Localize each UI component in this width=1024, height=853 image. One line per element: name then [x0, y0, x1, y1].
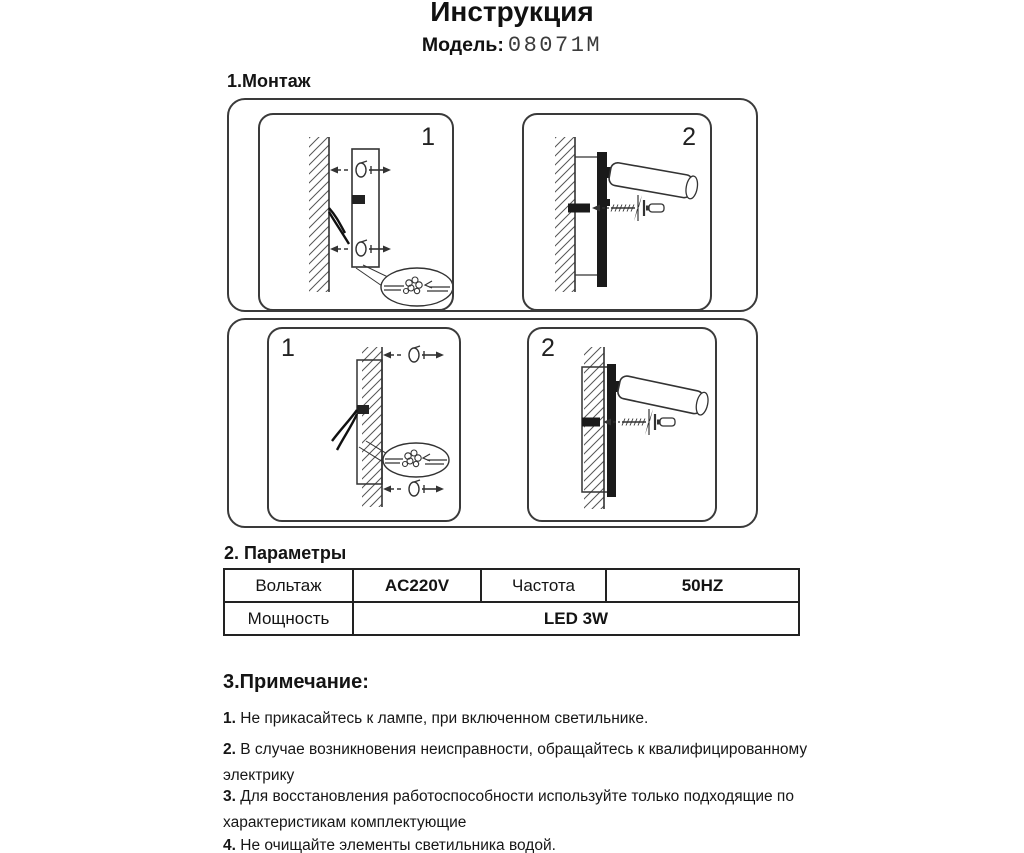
model-row — [0, 33, 1024, 58]
fig1-step2-panel — [522, 113, 712, 311]
notes-heading: 3.Примечание: — [223, 671, 369, 693]
note-item-4 — [223, 833, 815, 853]
frequency-label-cell: Частота — [481, 569, 606, 602]
step-number: 2 — [541, 334, 555, 362]
recessed-lamp-anchor-diagram — [529, 329, 715, 520]
fig1-step1-panel — [258, 113, 454, 311]
montage-figure-1 — [227, 98, 758, 312]
montage-figure-2 — [227, 318, 758, 528]
step-number: 2 — [682, 123, 696, 151]
step-number: 1 — [421, 123, 435, 151]
voltage-value-cell: AC220V — [353, 569, 481, 602]
table-row — [224, 602, 799, 635]
parameters-heading: 2. Параметры — [224, 543, 347, 563]
table-row — [224, 569, 799, 602]
page-title: Инструкция — [430, 0, 594, 27]
fig2-step1-panel — [267, 327, 461, 522]
parameters-table — [223, 568, 800, 636]
note-item-2 — [223, 737, 815, 788]
note-text: Не очищайте элементы светильника водой. — [240, 837, 556, 853]
montage-heading: 1.Монтаж — [227, 71, 311, 91]
note-text: Не прикасайтесь к лампе, при включенном светильнике. — [240, 710, 649, 727]
fig2-step2-panel — [527, 327, 717, 522]
power-label-cell: Мощность — [224, 602, 353, 635]
power-value-cell: LED 3W — [353, 602, 799, 635]
step-number: 1 — [281, 334, 295, 362]
model-label: Модель: — [421, 34, 504, 56]
note-item-3 — [223, 784, 815, 835]
note-text: Для восстановления работоспособности используйте только подходящие по характеристикам комплектующие — [223, 788, 794, 831]
note-text: В случае возникновения неисправности, обращайтесь к квалифицированному электрику — [223, 741, 808, 784]
note-number: 1. — [223, 710, 236, 727]
note-number: 4. — [223, 837, 236, 853]
note-number: 2. — [223, 741, 236, 758]
voltage-label-cell: Вольтаж — [224, 569, 353, 602]
model-number: 08071M — [507, 33, 603, 58]
note-number: 3. — [223, 788, 236, 805]
frequency-value-cell: 50HZ — [606, 569, 799, 602]
note-item-1 — [223, 706, 815, 732]
recessed-bracket-screws-diagram — [269, 329, 459, 520]
